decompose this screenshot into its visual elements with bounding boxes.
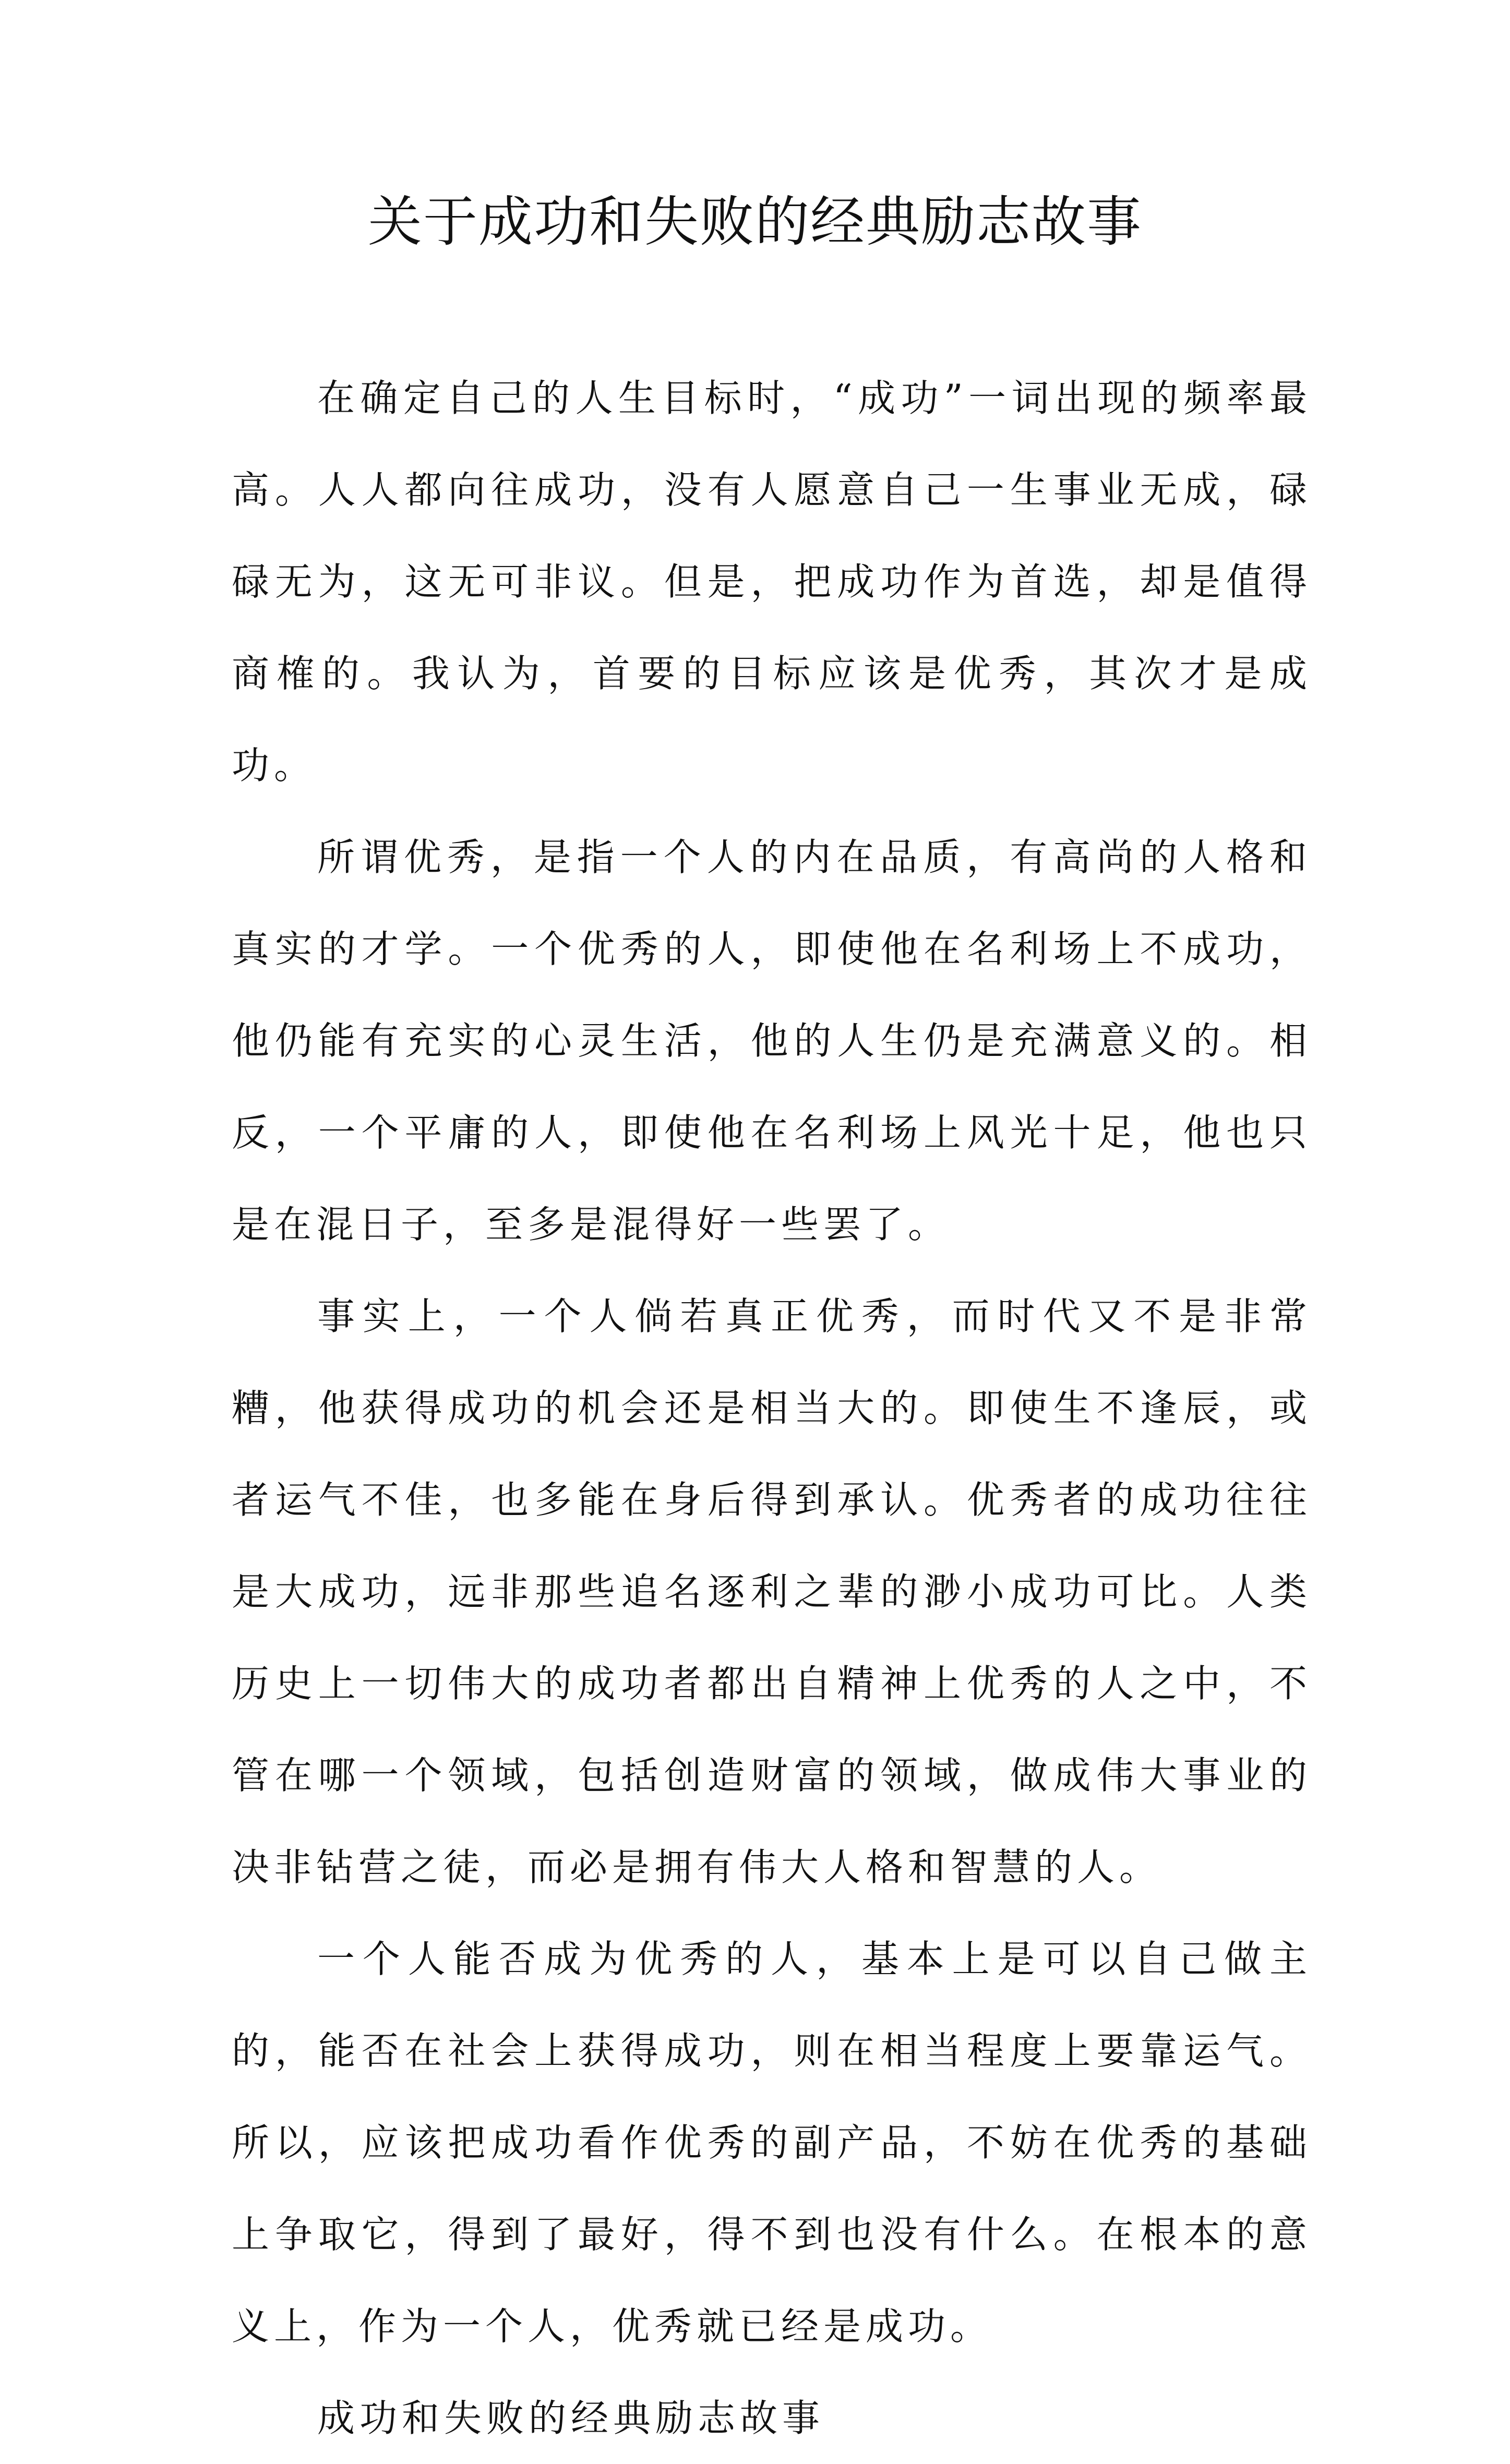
paragraph-2: 所谓优秀，是指一个人的内在品质，有高尚的人格和真实的才学。一个优秀的人，即使他在名利场上不成功，他仍能有充实的心灵生活，他的人生仍是充满意义的。相反，一个平庸的人，即使他在名利场上风光十足，他也只是在混日子，至多是混得好一些罢了。	[232, 835, 1312, 1246]
paragraph-1: 在确定自己的人生目标时，“成功”一词出现的频率最高。人人都向往成功，没有人愿意自己一生事业无成，碌碌无为，这无可非议。但是，把成功作为首选，却是值得商榷的。我认为，首要的目标应该是优秀，其次才是成功。	[232, 376, 1312, 787]
section-heading: 成功和失败的经典励志故事	[317, 2396, 825, 2440]
document-title: 关于成功和失败的经典励志故事	[367, 190, 1142, 254]
paragraph-4: 一个人能否成为优秀的人，基本上是可以自己做主的，能否在社会上获得成功，则在相当程度上要靠运气。所以，应该把成功看作优秀的副产品，不妨在优秀的基础上争取它，得到了最好，得不到也没有什么。在根本的意义上，作为一个人，优秀就已经是成功。	[232, 1937, 1312, 2348]
paragraph-3: 事实上，一个人倘若真正优秀，而时代又不是非常糟，他获得成功的机会还是相当大的。即使生不逢辰，或者运气不佳，也多能在身后得到承认。优秀者的成功往往是大成功，远非那些追名逐利之辈的渺小成功可比。人类历史上一切伟大的成功者都出自精神上优秀的人之中，不管在哪一个领域，包括创造财富的领域，做成伟大事业的决非钻营之徒，而必是拥有伟大人格和智慧的人。	[232, 1294, 1312, 1889]
document-body	[232, 352, 1312, 2464]
